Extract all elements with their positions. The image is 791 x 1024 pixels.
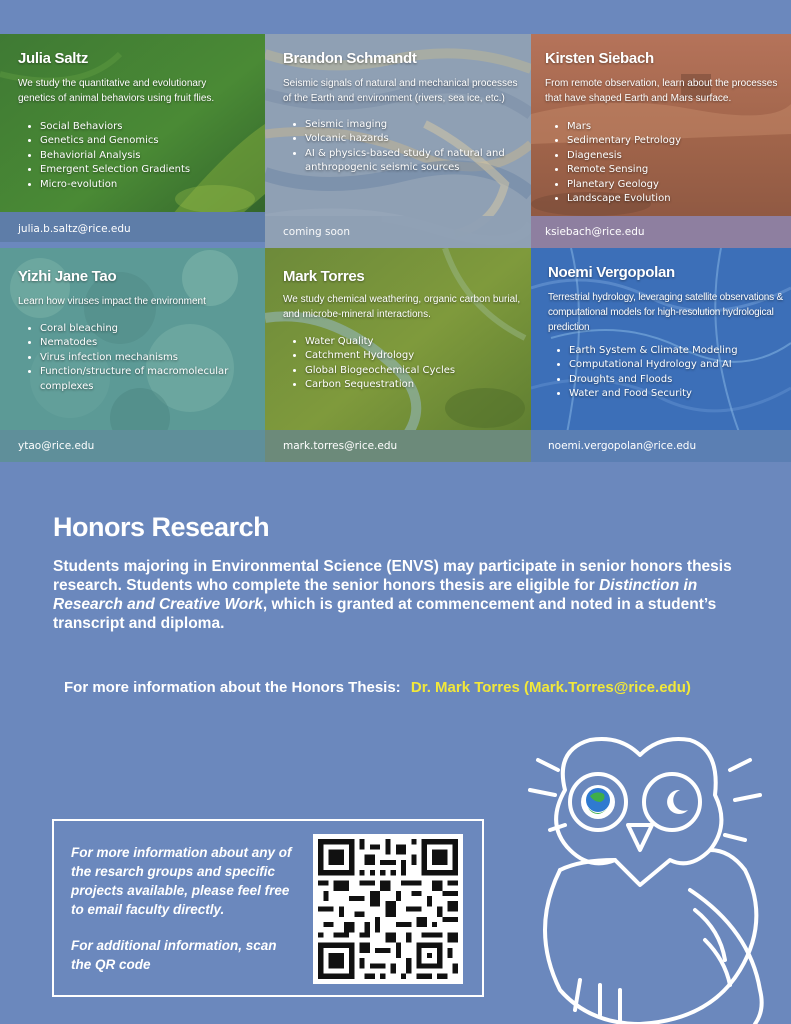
faculty-name: Yizhi Jane Tao [18, 268, 117, 285]
topic-list [551, 344, 781, 402]
faculty-description: Terrestrial hydrology, leveraging satellite observations & computational models for high-resolution hydrological prediction [548, 292, 784, 333]
topic-item: • Nematodes [40, 336, 255, 350]
topic-list [287, 118, 521, 176]
faculty-description: Learn how viruses impact the environment [18, 296, 206, 307]
topic-item: • Computational Hydrology and AI [569, 358, 781, 372]
faculty-description: We study chemical weathering, organic carbon burial, and microbe-mineral interactions. [283, 294, 521, 320]
faculty-description: We study the quantitative and evolutionary genetics of animal behaviors using fruit flies. [18, 78, 215, 104]
faculty-email[interactable]: noemi.vergopolan@rice.edu [531, 430, 791, 462]
faculty-email[interactable]: ytao@rice.edu [0, 430, 265, 462]
faculty-card-vergopolan [531, 248, 791, 462]
topic-item: • Emergent Selection Gradients [40, 163, 255, 177]
topic-item: • Droughts and Floods [569, 373, 781, 387]
topic-item: • Landscape Evolution [567, 192, 781, 206]
honors-text-part1: Students majoring in Environmental Science (ENVS) may participate in senior honors thesis research. Students who complete the senior honors thesis are eligible for [53, 558, 732, 594]
faculty-description: From remote observation, learn about the processes that have shaped Earth and Mars surface. [545, 78, 778, 104]
faculty-name: Noemi Vergopolan [548, 264, 675, 281]
topic-item: • Earth System & Climate Modeling [569, 344, 781, 358]
top-strip [0, 0, 791, 34]
topic-item: • Behaviorial Analysis [40, 149, 255, 163]
faculty-email[interactable]: julia.b.saltz@rice.edu [0, 212, 265, 242]
topic-item: • Water Quality [305, 335, 521, 349]
owl-mascot-illustration [520, 730, 791, 1024]
topic-item: • Seismic imaging [305, 118, 521, 132]
faculty-description: Seismic signals of natural and mechanical processes of the Earth and environment (rivers, sea ice, etc.) [283, 78, 518, 104]
faculty-name: Mark Torres [283, 268, 365, 285]
topic-item: • Global Biogeochemical Cycles [305, 364, 521, 378]
topic-item: • Planetary Geology [567, 178, 781, 192]
topic-item: • Water and Food Security [569, 387, 781, 401]
topic-item: • AI & physics-based study of natural and anthropogenic seismic sources [305, 147, 521, 176]
faculty-grid [0, 34, 791, 462]
topic-item: • Coral bleaching [40, 322, 255, 336]
honors-contact-label: For more information about the Honors Thesis: [64, 679, 401, 696]
qr-code[interactable] [313, 834, 463, 984]
topic-item: • Mars [567, 120, 781, 134]
faculty-card-schmandt [265, 34, 531, 248]
faculty-name: Kirsten Siebach [545, 50, 654, 67]
faculty-card-siebach [531, 34, 791, 248]
topic-item: • Social Behaviors [40, 120, 255, 134]
info-paragraph-email: For more information about any of the resarch groups and specific projects available, please feel free to email faculty directly. [71, 845, 292, 917]
faculty-email[interactable]: coming soon [265, 216, 531, 248]
honors-description [53, 557, 743, 633]
honors-text-part2: , which is granted at commencement and noted in a student’s transcript and diploma. [53, 596, 717, 632]
topic-item: • Genetics and Genomics [40, 134, 255, 148]
topic-list [549, 120, 781, 206]
honors-contact-line [64, 679, 691, 696]
topic-list [287, 335, 521, 393]
topic-item: • Carbon Sequestration [305, 378, 521, 392]
topic-list [22, 322, 255, 394]
topic-item: • Diagenesis [567, 149, 781, 163]
info-paragraph-qr: For additional information, scan the QR code [71, 938, 277, 972]
topic-item: • Catchment Hydrology [305, 349, 521, 363]
faculty-email[interactable]: mark.torres@rice.edu [265, 430, 531, 462]
faculty-name: Brandon Schmandt [283, 50, 417, 67]
topic-item: • Sedimentary Petrology [567, 134, 781, 148]
topic-item: • Virus infection mechanisms [40, 351, 255, 365]
honors-distinction: Distinction in Research and Creative Work [53, 577, 698, 613]
faculty-email[interactable]: ksiebach@rice.edu [531, 216, 791, 248]
topic-item: • Remote Sensing [567, 163, 781, 177]
honors-contact-email[interactable]: Dr. Mark Torres (Mark.Torres@rice.edu) [410, 679, 691, 696]
topic-list [22, 120, 255, 192]
honors-heading: Honors Research [53, 512, 270, 542]
info-box [52, 819, 484, 997]
topic-item: • Function/structure of macromolecular complexes [40, 365, 255, 394]
faculty-card-saltz [0, 34, 265, 242]
topic-item: • Micro-evolution [40, 178, 255, 192]
faculty-card-torres [265, 248, 531, 462]
faculty-name: Julia Saltz [18, 50, 89, 67]
topic-item: • Volcanic hazards [305, 132, 521, 146]
faculty-card-tao [0, 248, 265, 462]
info-box-text [71, 843, 299, 991]
